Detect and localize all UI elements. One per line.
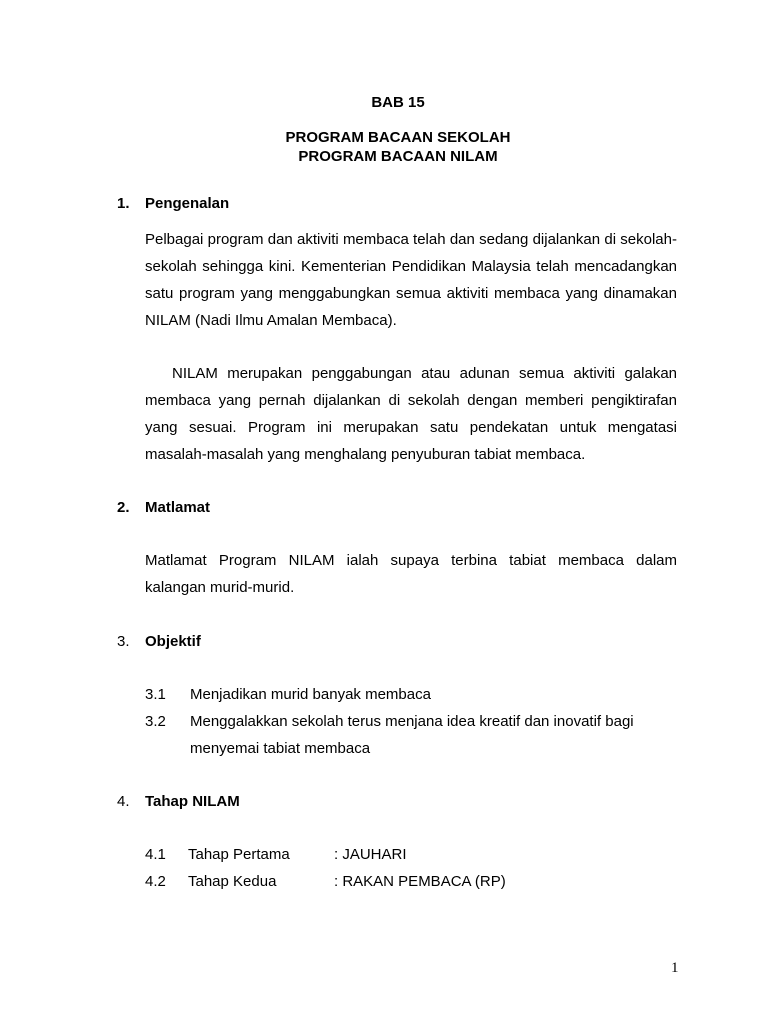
section-2-paragraph: Matlamat Program NILAM ialah supaya terbina tabiat membaca dalam kalangan murid-murid.: [145, 552, 677, 596]
section-title: Pengenalan: [145, 195, 230, 212]
section-number: 2.: [117, 499, 130, 516]
level-label: Tahap Kedua: [188, 873, 277, 890]
section-title: Tahap NILAM: [145, 793, 240, 810]
section-3-heading: [117, 633, 201, 650]
level-number: 4.2: [145, 873, 166, 890]
level-value: : RAKAN PEMBACA (RP): [334, 873, 506, 890]
section-number: 1.: [117, 195, 130, 212]
chapter-heading: BAB 15: [371, 94, 425, 111]
level-number: 4.1: [145, 846, 166, 863]
title-line-2: PROGRAM BACAAN NILAM: [298, 148, 498, 165]
objective-text: Menggalakkan sekolah terus menjana idea kreatif dan inovatif bagi menyemai tabiat membaca: [190, 713, 634, 757]
section-1-heading: [117, 195, 229, 212]
section-number: 4.: [117, 793, 130, 810]
section-4-heading: [117, 793, 240, 810]
section-number: 3.: [117, 633, 130, 650]
objective-text: Menjadikan murid banyak membaca: [190, 686, 431, 703]
level-value: : JAUHARI: [334, 846, 407, 863]
section-2-heading: [117, 499, 210, 516]
page-number: 1: [671, 960, 679, 976]
section-title: Objektif: [145, 633, 201, 650]
objective-number: 3.1: [145, 686, 166, 703]
title-line-1: PROGRAM BACAAN SEKOLAH: [285, 129, 511, 146]
section-1-paragraph-1: Pelbagai program dan aktiviti membaca telah dan sedang dijalankan di sekolah-sekolah sehingga kini. Kementerian Pendidikan Malaysia telah mencadangkan satu program yang menggabungkan semua aktiviti membaca yang dinamakan NILAM (Nadi Ilmu Amalan Membaca).: [145, 231, 677, 329]
level-label: Tahap Pertama: [188, 846, 290, 863]
objective-number: 3.2: [145, 713, 166, 730]
section-title: Matlamat: [145, 499, 211, 516]
section-1-paragraph-2: NILAM merupakan penggabungan atau adunan semua aktiviti galakan membaca yang pernah dijalankan di sekolah dengan memberi pengiktirafan yang sesuai. Program ini merupakan satu pendekatan untuk mengatasi masalah-masalah yang menghalang penyuburan tabiat membaca.: [145, 365, 677, 463]
